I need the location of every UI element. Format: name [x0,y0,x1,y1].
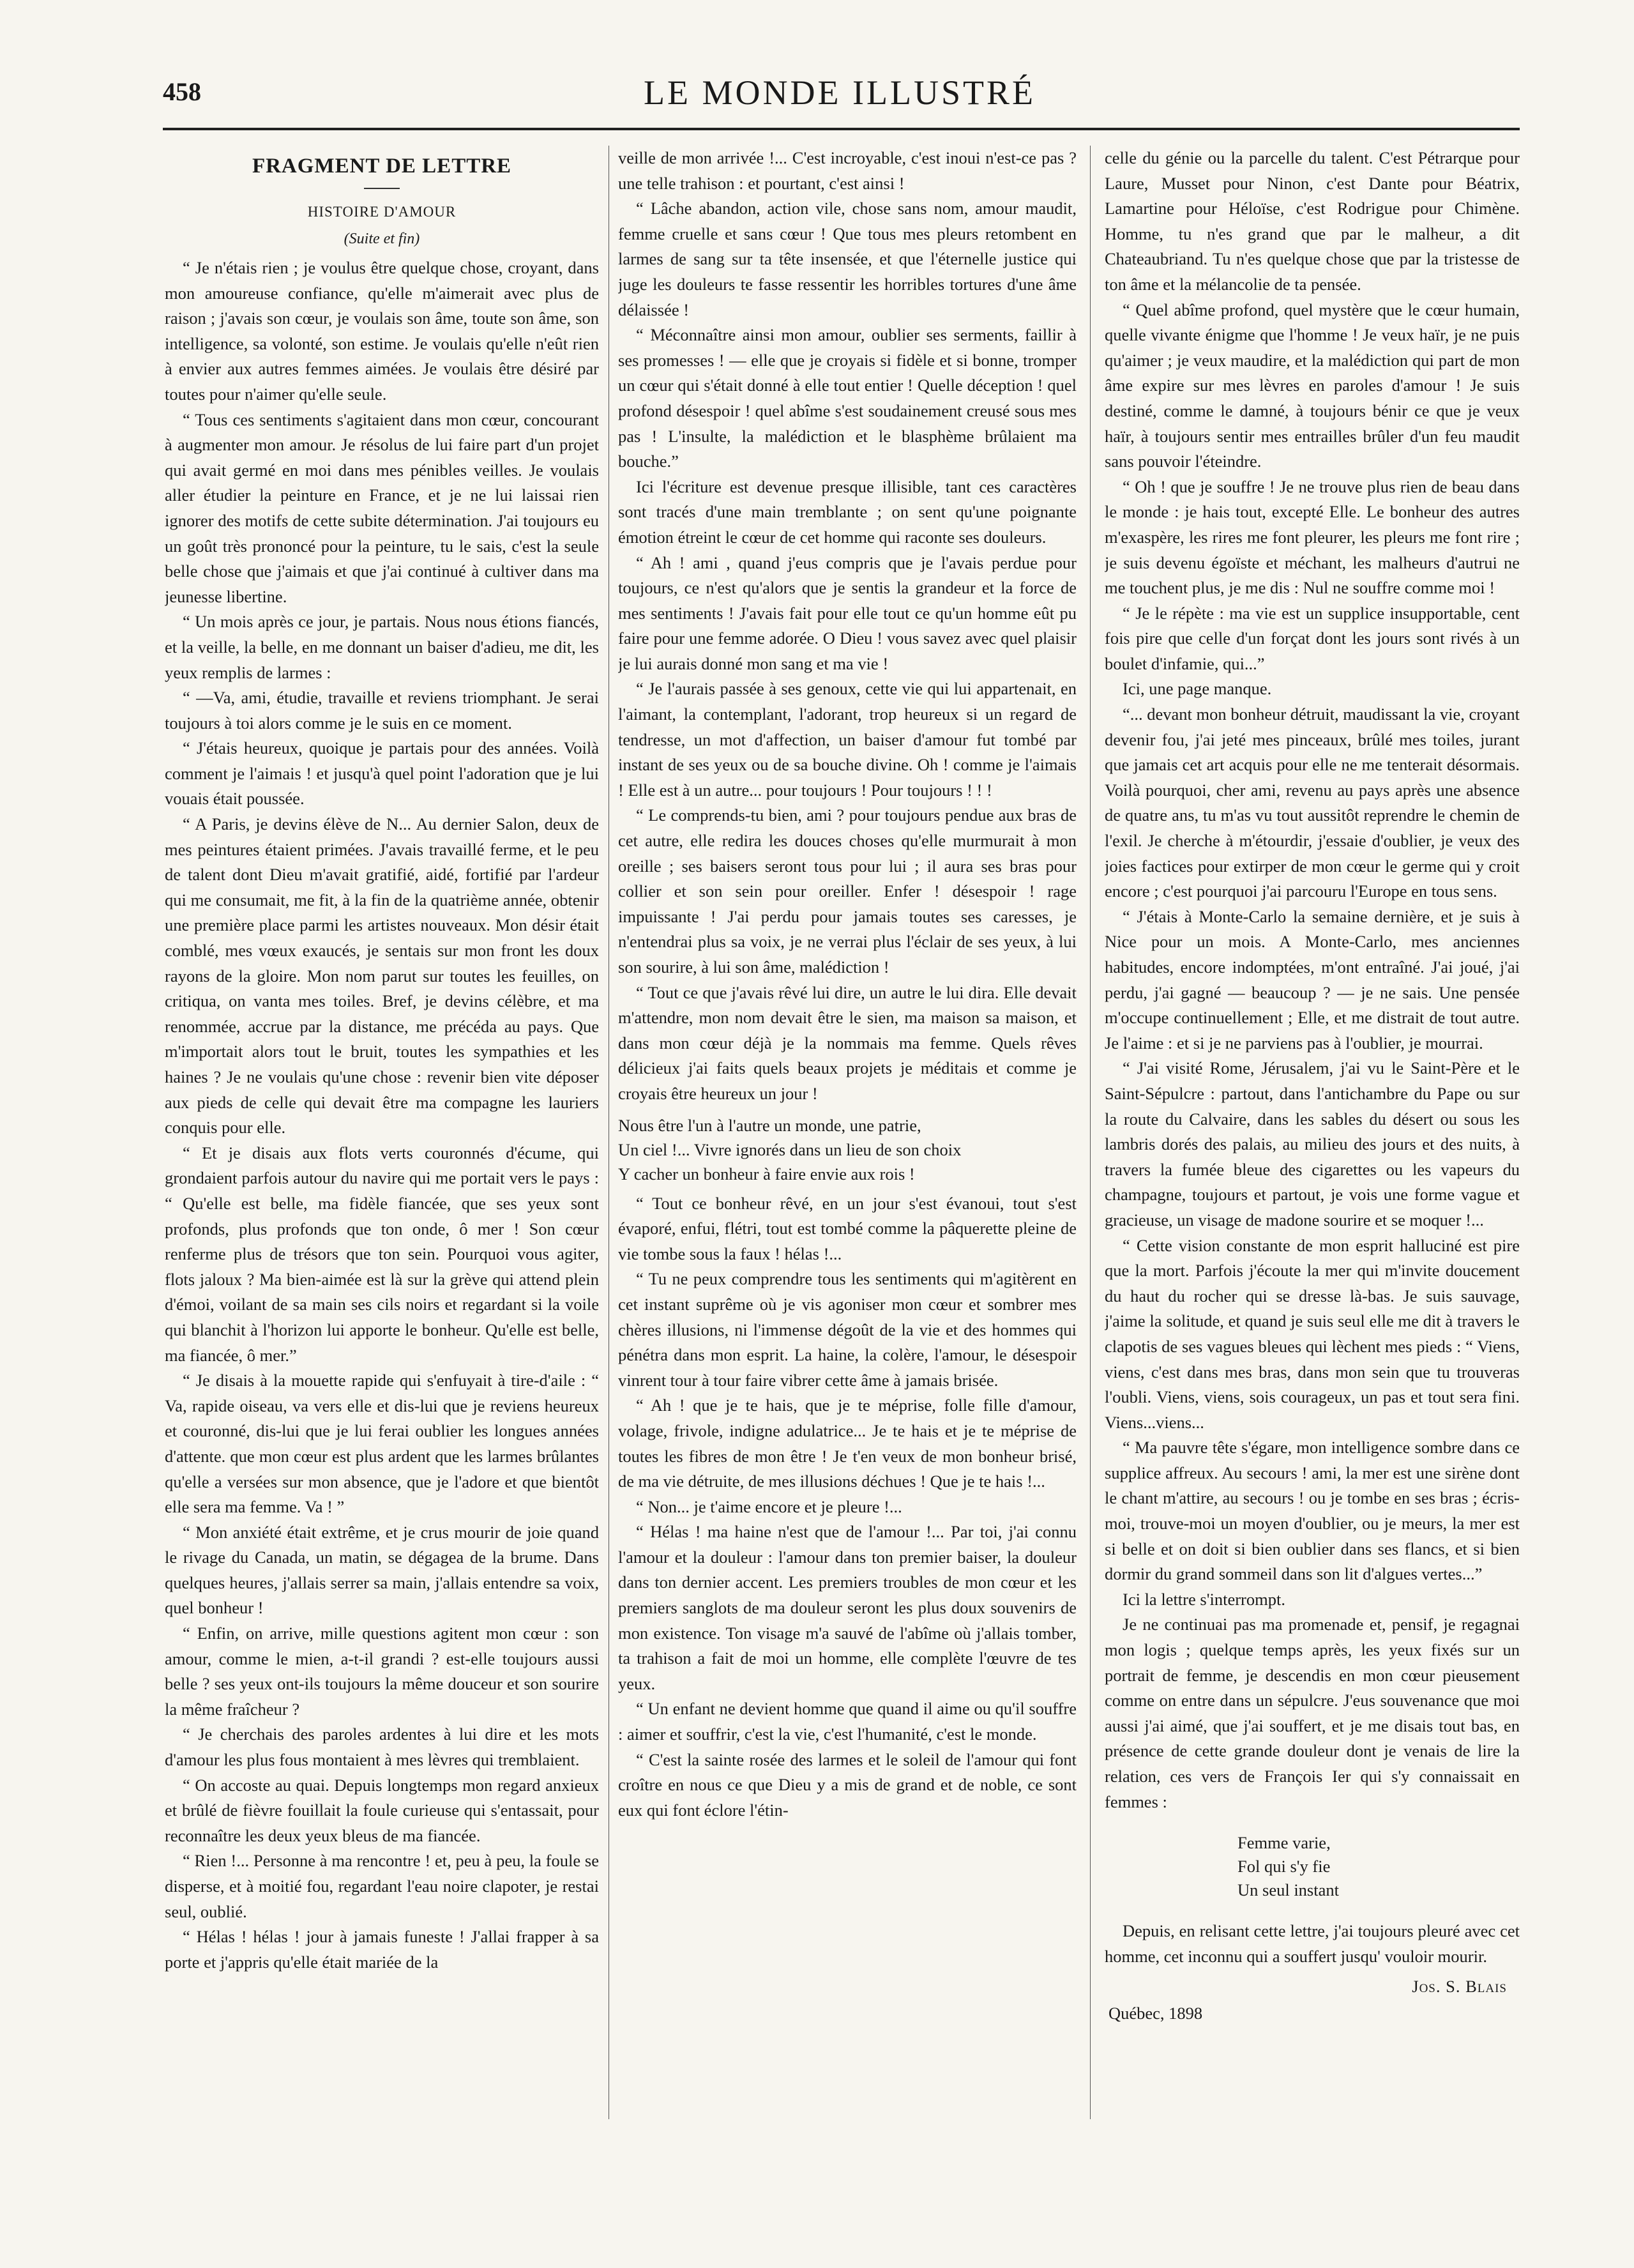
paragraph: “ Tout ce bonheur rêvé, en un jour s'est évanoui, tout s'est évaporé, enfui, flétri, tout est tombé comme la pâquerette pleine de vie tombe sous la faux ! hélas !... [618,1193,1077,1263]
paragraph: Ici, une page manque. [1123,679,1272,699]
paragraph: veille de mon arrivée !... C'est incroyable, c'est inoui n'est-ce pas ? une telle trahison : et pourtant, c'est ainsi ! [618,148,1077,193]
column-2 [618,146,1077,2100]
paragraph: “ Un enfant ne devient homme que quand il aime ou qu'il souffre : aimer et souffrir, c'est la vie, c'est l'humanité, c'est le monde. [618,1699,1077,1744]
paragraph: “ Je le répète : ma vie est un supplice insupportable, cent fois pire que celle d'un forçat dont les jours sont rivés à un boulet d'infamie, qui...” [1105,603,1520,673]
verse-line: Y cacher un bonheur à faire envie aux rois ! [618,1164,915,1183]
paragraph: “ Un mois après ce jour, je partais. Nous nous étions fiancés, et la veille, la belle, en me donnant un baiser d'adieu, me dit, les yeux remplis de larmes : [165,612,599,682]
paragraph: “ Je cherchais des paroles ardentes à lui dire et les mots d'amour les plus fous montaient à mes lèvres qui tremblaient. [165,1724,599,1770]
paragraph: Depuis, en relisant cette lettre, j'ai toujours pleuré avec cet homme, cet inconnu qui a souffert jusqu' vouloir mourir. [1105,1921,1520,1966]
paragraph: “ Et je disais aux flots verts couronnés d'écume, qui grondaient parfois autour du navire qui me portait vers le pays : “ Qu'elle est belle, ma fidèle fiancée, que ses yeux sont profonds, plus profonds que ton onde, ô mer ! Son cœur renferme plus de trésors que ton sein. Pourquoi vous agiter, flots jaloux ? Ma bien-aimée est là sur la grève qui attend plein d'émoi, voilant de sa main ses cils noirs et regardant si la voile qui blanchit à l'horizon lui apporte le bonheur. Qu'elle est belle, ma fiancée, ô mer.” [165,1143,599,1365]
paragraph: “ Rien !... Personne à ma rencontre ! et, peu à peu, la foule se disperse, et à moitié fou, regardant l'eau noire clapoter, je restai seul, oublié. [165,1851,599,1921]
paragraph: “ Méconnaître ainsi mon amour, oublier ses serments, faillir à ses promesses ! — elle que je croyais si fidèle et si bonne, tromper un cœur qui s'était donné à elle tout entier ! Quelle déception ! quel profond désespoir ! quel abîme s'est soudainement creusé sous mes pas ! L'insulte, la malédiction et le blasphème brûlaient ma bouche.” [618,325,1077,471]
paragraph: “ C'est la sainte rosée des larmes et le soleil de l'amour qui font croître en nous ce que Dieu y a mis de grand et de noble, ce sont eux qui font éclore l'étin- [618,1749,1077,1820]
article-subtitle: HISTOIRE D'AMOUR [307,204,457,220]
paragraph: “ Lâche abandon, action vile, chose sans nom, amour maudit, femme cruelle et sans cœur ! Que tous mes pleurs retombent en larmes de sang sur ta tête insensée, et que l'éternelle justice qui juge les douleurs te fasse ressentir les horribles tortures d'une âme délaissée ! [618,199,1077,319]
paragraph: “ A Paris, je devins élève de N... Au dernier Salon, deux de mes peintures étaient primées. J'avais travaillé ferme, et le peu de talent dont Dieu m'avait gratifié, aidé, fortifié par l'ardeur qui me consumait, me fit, à la fin de la quatrième année, obtenir une première place parmi les artistes nouveaux. Mon désir était comblé, mes vœux exaucés, je sentais sur mon front les doux rayons de la gloire. Mon nom parut sur toutes les feuilles, on critiqua, on vanta mes toiles. Bref, je devins célèbre, et ma renommée, accrue par la distance, me précéda au pays. Que m'importait alors tout le bruit, toutes les sympathies et les haines ? Je ne voulais qu'une chose : revenir bien vite déposer aux pieds de celle qui devait être ma compagne les lauriers conquis pour elle. [165,814,599,1138]
column-divider [1090,146,1091,2119]
verse-quote [618,1113,1077,1186]
column-2-body-top [618,146,1077,1107]
verse-line: Un seul instant [1237,1880,1339,1900]
column-1-body [165,255,599,1975]
paragraph: “ Le comprends-tu bien, ami ? pour toujours pendue aux bras de cet autre, elle redira les douces choses qu'elle murmurait à mon oreille ; ses baisers seront tous pour lui ; il aura ses bras pour collier et son sein pour oreiller. Enfer ! désespoir ! rage impuissante ! J'ai perdu pour jamais toutes ses caresses, je n'entendrai plus sa voix, je ne verrai plus l'éclair de ses yeux, à lui son sourire, à lui son âme, malédiction ! [618,805,1077,977]
paragraph: “ —Va, ami, étudie, travaille et reviens triomphant. Je serai toujours à toi alors comme je le suis en ce moment. [165,688,599,733]
title-rule [364,188,400,189]
paragraph: “ Quel abîme profond, quel mystère que le cœur humain, quelle vivante énigme que l'homme ! Je veux haïr, je ne puis qu'aimer ; je veux maudire, et la malédiction qui part de mon âme expire sur mes lèvres en paroles d'amour ! Je suis destiné, comme le damné, à toujours bénir ce que je veux haïr, à toujours sentir mes entrailles brûler d'un feu maudit sans pouvoir l'éteindre. [1105,300,1520,471]
paragraph: “ Ah ! que je te hais, que je te méprise, folle fille d'amour, volage, frivole, indigne adulatrice... Je te hais et je te méprise de toutes les fibres de mon être ! Je t'en veux de mon bonheur brisé, de ma vie détruite, de mes illusions déchues ! Que je te hais !... [618,1396,1077,1491]
paragraph: “ Enfin, on arrive, mille questions agitent mon cœur : son amour, comme le mien, a-t-il grandi ? est-elle toujours aussi belle ? ses yeux ont-ils toujours la même douceur et son sourire la même fraîcheur ? [165,1624,599,1719]
paragraph: “ Ah ! ami , quand j'eus compris que je l'avais perdue pour toujours, ce n'est qu'alors que je sentis la grandeur et la force de mes sentiments ! J'avais fait pour elle tout ce qu'un homme eût pu faire pour une femme adorée. O Dieu ! vous savez avec quel plaisir je lui aurais donné mon sang et ma vie ! [618,552,1077,673]
column-3-body-bottom [1105,1919,1520,1969]
author-signature: Jos. S. Blais [1412,1977,1507,1997]
paragraph: celle du génie ou la parcelle du talent. C'est Pétrarque pour Laure, Musset pour Ninon, c'est Dante pour Béatrix, Lamartine pour Héloïse, c'est Rodrigue pour Chimène. Homme, tu n'es grand que par le malheur, a dit Chateaubriand. Tu n'es quelque chose que par la tristesse de ton âme et la mélancolie de ta pensée. [1105,148,1520,294]
paragraph: “ J'étais à Monte-Carlo la semaine dernière, et je suis à Nice pour un mois. A Monte-Carlo, mes anciennes habitudes, encore indomptées, m'ont entraîné. J'ai joué, j'ai perdu, j'ai gagné — beaucoup ? — je ne sais. Une pensée m'occupe continuellement ; Elle, et me distrait de tout autre. Je l'aime : et si je ne parviens pas à l'oublier, je mourrai. [1105,906,1520,1053]
column-3-body-top [1105,146,1520,1815]
paragraph: “ Oh ! que je souffre ! Je ne trouve plus rien de beau dans le monde : je hais tout, excepté Elle. Le bonheur des autres m'exaspère, les rires me font pleurer, les pleurs me font rire ; je suis devenu égoïste et méchant, les malheurs d'autrui ne me touchent plus, je me dis : Nul ne souffre comme moi ! [1105,476,1520,598]
paragraph: Ici l'écriture est devenue presque illisible, tant ces caractères sont tracés d'une main tremblante ; on sent qu'une poignante émotion étreint le cœur de cet homme qui raconte ses douleurs. [618,476,1077,547]
page-header [163,73,1517,121]
verse-line: Un ciel !... Vivre ignorés dans un lieu de son choix [618,1139,962,1159]
verse-line: Femme varie, [1237,1833,1331,1853]
paragraph: Je ne continuai pas ma promenade et, pensif, je regagnai mon logis ; quelque temps après, les yeux fixés sur un portrait de femme, je descendis en mon cœur pieusement comme on entre dans un sépulcre. J'eus souvenance que moi aussi j'ai aimé, que j'ai souffert, et je me disais tout bas, en présence de cette grande douleur dont je venais de lire la relation, ces vers de François Ier qui s'y connaissait en femmes : [1105,1615,1520,1811]
paragraph: “ Tout ce que j'avais rêvé lui dire, un autre le lui dira. Elle devait m'attendre, mon nom devait être le sien, ma maison sa maison, et dans mon cœur déjà je la nommais ma femme. Quels rêves délicieux j'ai faits quels beaux projets je méditais et comme je croyais être heureux un jour ! [618,982,1077,1103]
paragraph: “ Je disais à la mouette rapide qui s'enfuyait à tire-d'aile : “ Va, rapide oiseau, va vers elle et dis-lui que je reviens heureux et couronné, dis-lui que je lui ferai oublier les longues années d'attente. que mon cœur est plus ardent que les larmes brûlantes qu'elle a versées sur mon absence, que je l'adore et que bientôt elle sera ma femme. Va ! ” [165,1371,599,1517]
paragraph: “ Hélas ! ma haine n'est que de l'amour !... Par toi, j'ai connu l'amour et la douleur : l'amour dans ton premier baiser, la douleur dans ton dernier accent. Les premiers troubles de mon cœur et les premiers sanglots de ma douleur seront les plus doux souvenirs de mon existence. Ton visage m'a sauvé de l'abîme où j'allais tomber, ta trahison a fait de moi un homme, elle complète l'œuvre de tes yeux. [618,1522,1077,1693]
page-number: 458 [163,77,201,106]
paragraph: “ J'ai visité Rome, Jérusalem, j'ai vu le Saint-Père et le Saint-Sépulcre : partout, dans l'antichambre du Pape ou sur la route du Calvaire, dans les sables du désert ou sous les lambris dorés des palais, au milieu des jours et des nuits, à travers la fumée bleue des cigarettes ou les vapeurs du champagne, toujours et partout, je vois une forme vague et gracieuse, un visage de madone sourire et se moquer !... [1105,1058,1520,1229]
paragraph: “ J'étais heureux, quoique je partais pour des années. Voilà comment je l'aimais ! et jusqu'à quel point l'adoration que je lui vouais était poussée. [165,738,599,809]
signoff [1105,1973,1520,2025]
paragraph: “ Hélas ! hélas ! jour à jamais funeste ! J'allai frapper à sa porte et j'appris qu'elle était mariée de la [165,1927,599,1972]
paragraph: “ Tous ces sentiments s'agitaient dans mon cœur, concourant à augmenter mon amour. Je résolus de lui faire part d'un projet qui avait germé en moi dans mes pénibles veilles. Je voulais aller étudier la peinture en France, et je ne lui laissai rien ignorer des motifs de cette subite détermination. J'ai toujours eu un goût très prononcé pour la peinture, tu le sais, c'est la seule belle chose que j'aimais et que j'ai continué à cultiver dans ma jeunesse libertine. [165,409,599,606]
verse-line: Fol qui s'y fie [1237,1857,1331,1876]
article-title: FRAGMENT DE LETTRE [252,155,512,178]
paragraph: “ On accoste au quai. Depuis longtemps mon regard anxieux et brûlé de fièvre fouillait la foule curieuse qui s'entassait, pour reconnaître les deux yeux bleus de ma fiancée. [165,1775,599,1845]
verse-quote-francois [1237,1831,1520,1902]
place-date: Québec, 1898 [1108,2004,1203,2023]
column-3 [1105,146,1520,2100]
paragraph: “ Je n'étais rien ; je voulus être quelque chose, croyant, dans mon amoureuse confiance, qu'elle m'aimerait avec plus de raison ; j'avais son cœur, je voulais son âme, toute son âme, son intelligence, sa volonté, son estime. Je voulais qu'elle n'eût rien à envier aux autres femmes aimées. Je voulais être désiré par toutes pour n'aimer qu'elle seule. [165,258,599,404]
column-2-body-bottom [618,1191,1077,1823]
paragraph: “ Tu ne peux comprendre tous les sentiments qui m'agitèrent en cet instant suprême où je vis agoniser mon cœur et sombrer mes chères illusions, ni l'immense dégoût de la vie et des hommes qui pénétra dans mon esprit. La haine, la colère, l'amour, le désespoir vinrent tour à tour faire vibrer cette âme à jamais brisée. [618,1269,1077,1390]
paragraph: “ Ma pauvre tête s'égare, mon intelligence sombre dans ce supplice affreux. Au secours ! ami, la mer est une sirène dont le chant m'attire, au secours ! ou je tombe en ses bras ; écris-moi, trouve-moi un moyen d'oublier, ou je meurs, la mer est si belle et on doit si bien oublier dans ses flancs, et si bien dormir du grand sommeil dans son lit d'algues vertes...” [1105,1438,1520,1584]
paragraph: “ Mon anxiété était extrême, et je crus mourir de joie quand le rivage du Canada, un matin, se dégagea de la brume. Dans quelques heures, j'allais serrer sa main, j'allais entendre sa voix, quel bonheur ! [165,1522,599,1618]
header-rule [163,128,1520,130]
paragraph: “ Non... je t'aime encore et je pleure !... [636,1496,902,1516]
verse-line: Nous être l'un à l'autre un monde, une patrie, [618,1115,921,1135]
paragraph: “ Je l'aurais passée à ses genoux, cette vie qui lui appartenait, en l'aimant, la contemplant, l'adorant, trop heureux si un regard de tendresse, un mot d'affection, un baiser d'amour fut tombé par instant de ses yeux ou de sa bouche divine. Oh ! comme je l'aimais ! Elle est à un autre... pour toujours ! Pour toujours ! ! ! [618,679,1077,800]
paragraph: “... devant mon bonheur détruit, maudissant la vie, croyant devenir fou, j'ai jeté mes pinceaux, brûlé mes toiles, jurant que jamais cet art acquis pour elle ne me tenterait désormais. Voilà pourquoi, cher ami, revenu au pays après une absence de quatre ans, tu m'as vu tout aussitôt reprendre le chemin de l'exil. Je cherche à m'étourdir, j'essaie d'oublier, je veux des joies factices pour extirper de mon cœur le germe qui y croit encore ; c'est pourquoi j'ai parcouru l'Europe en tous sens. [1105,704,1520,901]
journal-title: LE MONDE ILLUSTRÉ [644,73,1036,112]
column-1 [165,146,599,2100]
paragraph: “ Cette vision constante de mon esprit halluciné est pire que la mort. Parfois j'écoute la mer qui m'invite doucement du haut du rocher qui se dresse là-bas. Je suis sauvage, j'aime la solitude, et quand je suis seul elle me dit à travers le clapotis de ses vagues bleues qui lèchent mes pieds : “ Viens, viens, c'est dans mes bras, dans mon sein que tu trouveras l'oubli. Viens, viens, sois courageux, un pas et tout sera fini. Viens...viens... [1105,1235,1520,1432]
paragraph: Ici la lettre s'interrompt. [1123,1589,1285,1609]
article-continuation: (Suite et fin) [344,231,420,247]
